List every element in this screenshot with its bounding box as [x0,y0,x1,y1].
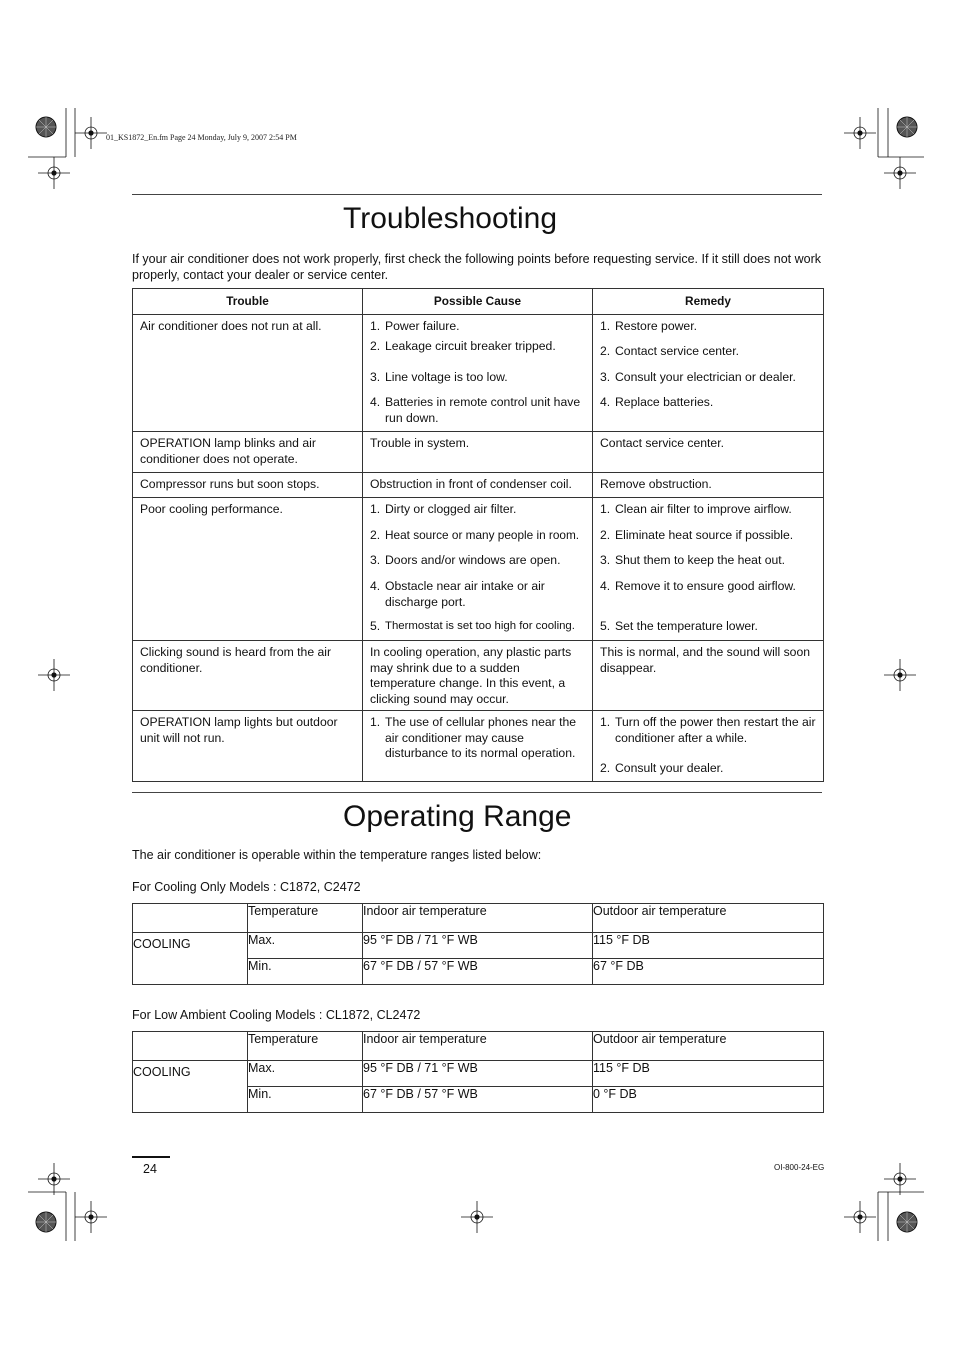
table-row [133,473,824,498]
list-item: 3. Shut them to keep the heat out. [600,553,786,567]
list-item: 3. Line voltage is too low. [370,370,508,384]
operating-range-intro: The air conditioner is operable within the temperature ranges listed below: [132,848,542,862]
outdoor-value: 115 °F DB [593,933,824,959]
remedy-text: Contact service center. [600,436,724,450]
list-item: 1. Clean air filter to improve airflow. [600,502,792,516]
cause-text: Obstruction in front of condenser coil. [370,477,572,491]
section-divider [132,194,822,195]
operating-range-title: Operating Range [343,800,572,833]
column-header: Trouble [133,289,363,315]
list-item: 3. Doors and/or windows are open. [370,553,561,567]
row-label: Min. [248,959,363,985]
indoor-value: 67 °F DB / 57 °F WB [363,959,593,985]
table-row [133,432,824,473]
operating-range-table-low-ambient [132,1031,824,1113]
list-item: 4. Remove it to ensure good airflow. [600,579,796,593]
list-item: 1. Restore power. [600,319,697,333]
column-header: Indoor air temperature [363,1032,593,1061]
table-row [133,933,824,959]
list-item: 2. Consult your dealer. [600,761,724,775]
trouble-text: OPERATION lamp lights but outdoor unit will not run. [140,715,338,745]
table-row [133,498,824,641]
troubleshooting-intro: If your air conditioner does not work properly, first check the following points before requesting service. If it still does not work properly, contact your dealer or service center. [132,252,821,282]
list-item: 1. Turn off the power then restart the air conditioner after a while. [600,715,816,745]
table-row [133,641,824,711]
footer-rule [132,1156,170,1158]
column-header: Remedy [593,289,824,315]
cause-text: Trouble in system. [370,436,470,450]
table-caption: For Cooling Only Models : C1872, C2472 [132,880,361,894]
column-header [133,904,248,933]
remedy-text: This is normal, and the sound will soon disappear. [600,645,811,675]
column-header: Possible Cause [363,289,593,315]
table-row [133,1061,824,1087]
list-item: 1. Power failure. [370,319,460,333]
section-divider [132,792,822,793]
outdoor-value: 115 °F DB [593,1061,824,1087]
list-item: 1. The use of cellular phones near the air conditioner may cause disturbance to its normal operation. [370,715,577,760]
list-item: 3. Consult your electrician or dealer. [600,370,796,384]
list-item: 2. Leakage circuit breaker tripped. [370,339,556,353]
table-caption: For Low Ambient Cooling Models : CL1872, CL2472 [132,1008,421,1022]
troubleshooting-table [132,288,824,782]
operating-range-table-cooling-only [132,903,824,985]
table-header-row [133,1032,824,1061]
column-header: Outdoor air temperature [593,904,824,933]
trouble-text: OPERATION lamp blinks and air conditioner does not operate. [140,436,316,466]
column-header: Temperature [248,904,363,933]
troubleshooting-title: Troubleshooting [343,202,558,235]
column-header: Outdoor air temperature [593,1032,824,1061]
list-item: 5. Thermostat is set too high for cooling. [370,619,575,633]
mode-cell: COOLING [133,1061,248,1113]
trouble-text: Compressor runs but soon stops. [140,477,320,491]
list-item: 2. Eliminate heat source if possible. [600,528,794,542]
trouble-text: Poor cooling performance. [140,502,283,516]
list-item: 4. Replace batteries. [600,395,714,409]
page-number: 24 [143,1162,157,1176]
print-header: 01_KS1872_En.fm Page 24 Monday, July 9, 2007 2:54 PM [106,133,297,142]
trouble-text: Clicking sound is heard from the air conditioner. [140,645,332,675]
list-item: 2. Heat source or many people in room. [370,528,580,542]
trouble-text: Air conditioner does not run at all. [140,319,322,333]
mode-cell: COOLING [133,933,248,985]
outdoor-value: 0 °F DB [593,1087,824,1113]
cause-text: In cooling operation, any plastic parts may shrink due to a sudden temperature change. In this event, a clicking sound may occur. [370,645,572,706]
table-header-row [133,904,824,933]
indoor-value: 67 °F DB / 57 °F WB [363,1087,593,1113]
remedy-text: Remove obstruction. [600,477,712,491]
column-header: Temperature [248,1032,363,1061]
list-item: 1. Dirty or clogged air filter. [370,502,517,516]
table-row [133,315,824,432]
row-label: Min. [248,1087,363,1113]
list-item: 2. Contact service center. [600,344,739,358]
indoor-value: 95 °F DB / 71 °F WB [363,1061,593,1087]
list-item: 4. Batteries in remote control unit have run down. [370,395,581,425]
list-item: 4. Obstacle near air intake or air discharge port. [370,579,545,609]
table-row [133,711,824,782]
outdoor-value: 67 °F DB [593,959,824,985]
row-label: Max. [248,933,363,959]
indoor-value: 95 °F DB / 71 °F WB [363,933,593,959]
column-header: Indoor air temperature [363,904,593,933]
list-item: 5. Set the temperature lower. [600,619,758,633]
row-label: Max. [248,1061,363,1087]
column-header [133,1032,248,1061]
document-code: OI-800-24-EG [774,1163,825,1172]
table-header-row [133,289,824,315]
